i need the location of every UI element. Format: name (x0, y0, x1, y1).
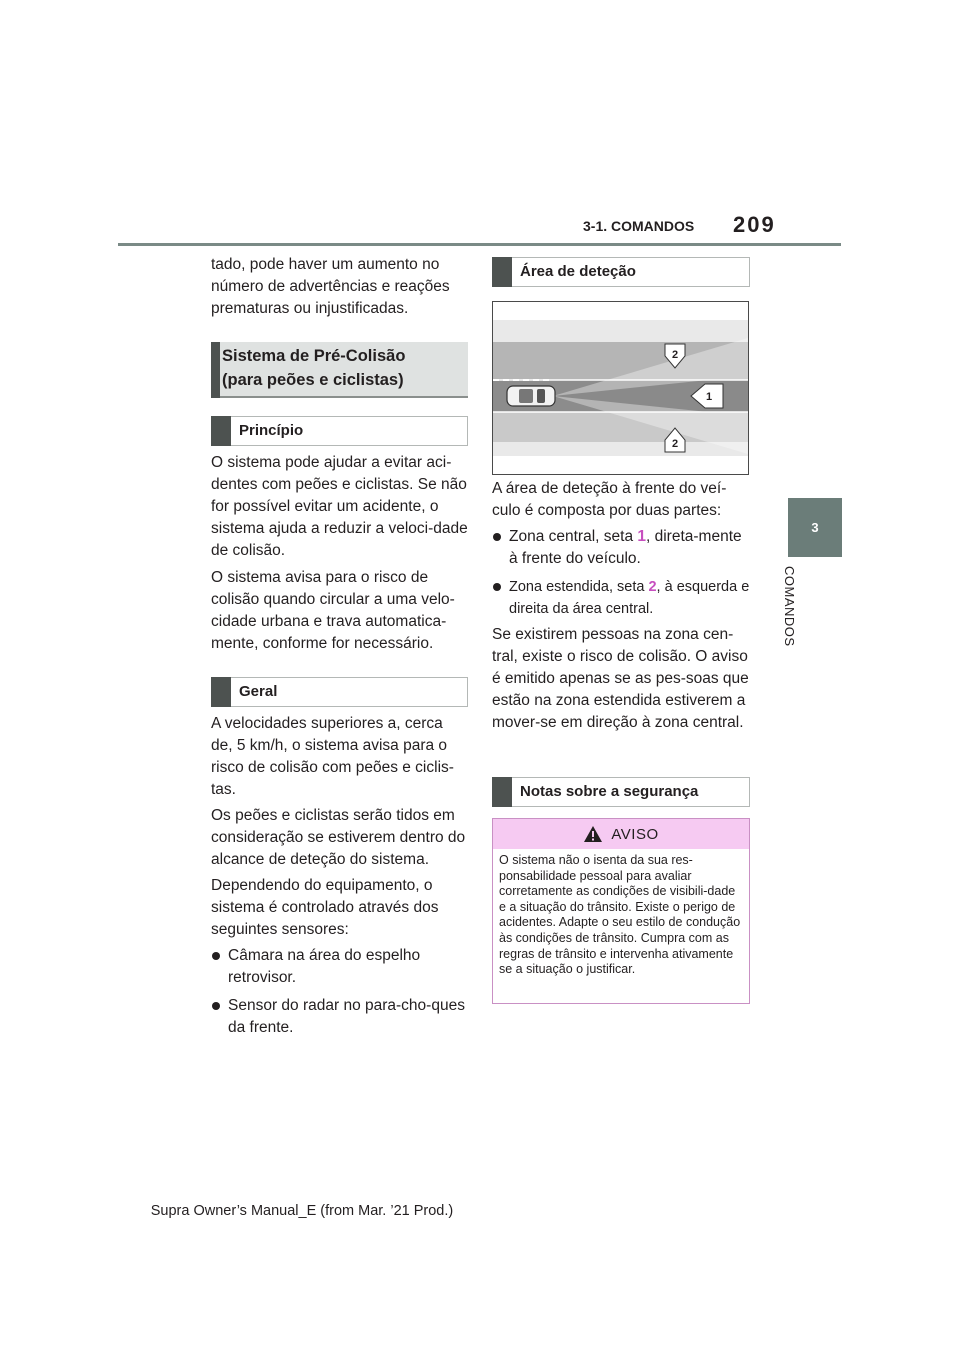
main-heading (211, 342, 468, 398)
detection-heading-text: Área de deteção (520, 263, 636, 280)
chapter-side-label: COMANDOS (782, 566, 797, 647)
zone-central-pre: Zona central, seta (509, 528, 638, 545)
safety-heading-text: Notas sobre a segurança (520, 783, 699, 800)
detection-intro: A área de deteção à frente do veí-culo é composta por duas partes: (492, 480, 727, 519)
zone-extended-post: , à esquerda e direita da área central. (509, 579, 750, 617)
intro-paragraph: tado, pode haver um aumento no número de advertências e reações prematuras ou injustificadas. (211, 256, 450, 317)
principle-heading-text: Princípio (239, 422, 304, 439)
warning-box (492, 818, 750, 1004)
section-label: 3-1. COMANDOS (583, 218, 695, 234)
list-item (492, 576, 750, 620)
footer (0, 1203, 960, 1219)
zone-extended-pre: Zona estendida, seta (509, 579, 649, 595)
principle-heading (211, 416, 468, 446)
header-divider (118, 243, 841, 246)
sensor-list (211, 945, 468, 1045)
arrow-label: 2 (671, 349, 679, 361)
zone-central-post: , direta-mente à frente do veículo. (509, 528, 742, 567)
warning-text: O sistema não o isenta da sua res-ponsabilidade pessoal para avaliar corretamente as condições de visibili-dade e a situação do trânsito. Existe o perigo de acidentes. Adapte o seu estilo de condução às condições de trânsito. Cumpra com as regras de trânsito e intervenha ativamente se a situação o justificar. (499, 853, 741, 977)
vehicle (507, 386, 555, 406)
main-heading-text (222, 344, 405, 392)
main-heading-line2: (para peões e ciclistas) (222, 371, 404, 389)
general-heading (211, 677, 468, 707)
car-roof (519, 389, 533, 403)
list-item: Sensor do radar no para-cho-ques da frente. (211, 995, 468, 1039)
car-windshield (537, 389, 545, 403)
principle-paragraph-1: O sistema pode ajudar a evitar aci-dentes com peões e ciclistas. Se não for possível evitar um acidente, o sistema ajuda a reduzir a veloci-dade de colisão. (211, 454, 468, 559)
warning-title: AVISO (611, 825, 659, 843)
warning-header (493, 819, 749, 849)
general-paragraph-2: Os peões e ciclistas serão tidos em consideração se estiverem dentro do alcance de deteção do sistema. (211, 807, 466, 868)
main-heading-line1: Sistema de Pré-Colisão (222, 347, 406, 365)
warning-triangle-icon (583, 825, 603, 843)
safety-heading (492, 777, 750, 807)
chapter-tab: 3 (788, 498, 842, 557)
page-number: 209 (733, 212, 776, 237)
zone-list (492, 526, 750, 626)
detection-paragraph-2: Se existirem pessoas na zona cen-tral, existe o risco de colisão. O aviso é emitido apenas se as pes-soas que estão na zona estendida estiverem a mover-se em direção à zona central. (492, 626, 749, 731)
list-item (492, 526, 750, 570)
detection-heading (492, 257, 750, 287)
arrow-label: 2 (671, 438, 679, 450)
detection-area-illustration (493, 302, 748, 474)
detection-area-diagram (492, 301, 749, 475)
general-paragraph-1: A velocidades superiores a, cerca de, 5 km/h, o sistema avisa para o risco de colisão com peões e ciclis-tas. (211, 715, 454, 798)
principle-paragraph-2: O sistema avisa para o risco de colisão quando circular a uma velo-cidade urbana e trava automatica-mente, conforme for necessário. (211, 569, 455, 652)
list-item: Câmara na área do espelho retrovisor. (211, 945, 468, 989)
zone-extended-number: 2 (648, 579, 657, 595)
arrow-label: 1 (705, 391, 713, 403)
footer-text: Supra Owner’s Manual_E (from Mar. ’21 Prod.) (150, 1203, 454, 1219)
general-heading-text: Geral (239, 683, 278, 700)
general-paragraph-3: Dependendo do equipamento, o sistema é controlado através dos seguintes sensores: (211, 877, 439, 938)
zone-central-number: 1 (637, 528, 646, 545)
